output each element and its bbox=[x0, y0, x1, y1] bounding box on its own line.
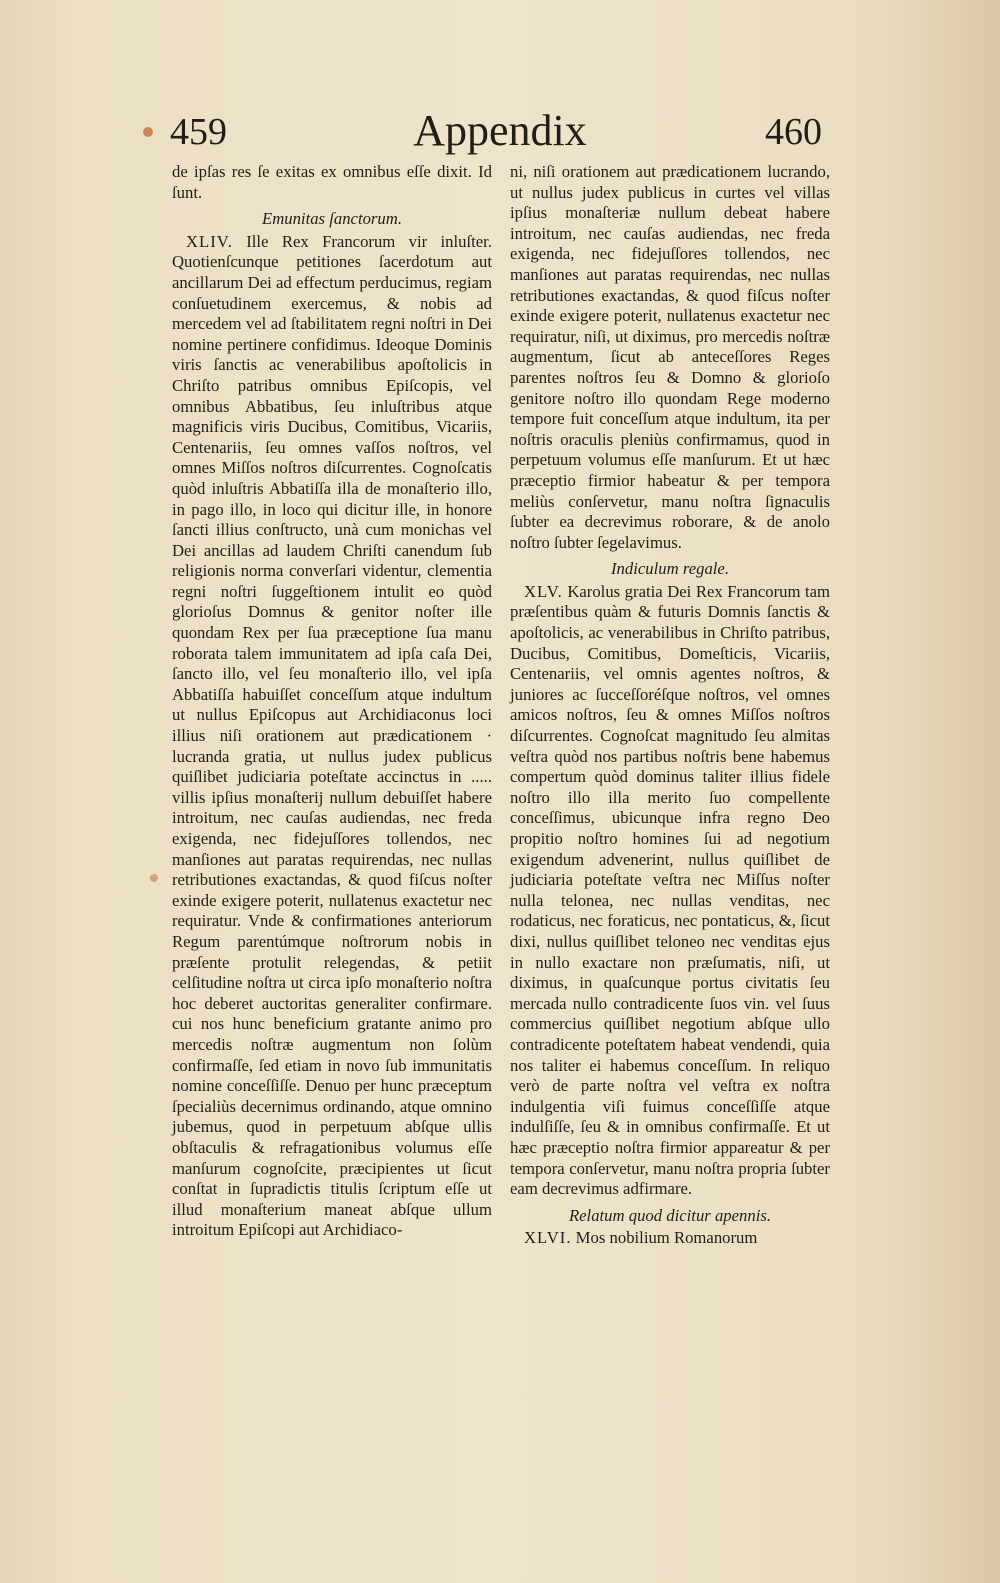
stain-mark bbox=[150, 874, 158, 882]
paragraph bbox=[510, 582, 830, 1200]
paragraph-text: Mos nobilium Romanorum bbox=[575, 1228, 758, 1248]
section-number: XLV. bbox=[524, 581, 563, 601]
section-heading: Indiculum regale. bbox=[610, 559, 730, 579]
right-column bbox=[510, 162, 830, 1249]
paragraph-text: Karolus gratia Dei Rex Francorum tam præſentibus quàm & futuris Domnis ſanctis & apoſtolicis, ac venerabilibus in Chriſto patribus, Ducibus, Comitibus, Domeſticis, Vicariis, Centenariis, vel omnis agentes noſtros, & juniores ac ſucceſſoréſque noſtros, vel omnes amicos noſtros, ſeu & omnes Miſſos noſtros diſcurrentes. Cognoſcat magnitudo ſeu almitas veſtra quòd nos partibus noſtris bene habemus compertum quòd dominus taliter illius fidele noſtro illo illa merito ſuo compellente conceſſimus, ubicunque infra regno Deo propitio noſtro homines ſui ad negotium exigendum advenerint, nullus quiſlibet de judiciaria poteſtate veſtra nec Miſſus noſter nulla telonea, nec nullas venditas, nec rodaticus, nec foraticus, nec pontaticus, &, ſicut dixi, nullus quiſlibet teloneo nec venditas ejus in nullo exactare non præſumatis, niſi, ut diximus, in quaſcunque portus civitatis ſeu mercada nullo contradicente ſuos vin. vel ſuus commercius quiſlibet negotium abſque ullo contradicente poteſtatem habeat vendendi, quia nos taliter ei habemus conceſſum. In reliquo verò de parte noſtra vel veſtra ex noſtra indulgentia viſi fuimus conceſſiſſe atque indulſiſſe, ſeu & in omnibus confirmaſſe. Et ut hæc præceptio noſtra firmior appareatur & per tempora conſervetur, manu noſtra propria ſubter eam decrevimus adfirmare. bbox=[510, 581, 830, 1199]
section-number: XLIV. bbox=[186, 231, 233, 251]
page-number-right: 460 bbox=[765, 111, 822, 153]
running-title: Appendix bbox=[413, 106, 587, 155]
section-number: XLVI. bbox=[524, 1228, 572, 1248]
page-number-left: 459 bbox=[170, 111, 227, 153]
paragraph-text: Ille Rex Francorum vir inluſter. Quotienſcunque petitiones ſacerdotum aut ancillarum Dei ad effectum perducimus, regiam conſuetudinem exercemus, & nobis ad mercedem vel ad ſtabilitatem regni noſtri in Dei nomine pertinere confidimus. Ideoque Dominis viris ſanctis ac venerabilibus apoſtolicis in Chriſto patribus omnibus Epiſcopis, vel omnibus Abbatibus, ſeu inluſtribus atque magnificis viris Ducibus, Comitibus, Vicariis, Centenariis, ſeu omnes vaſſos noſtros, vel omnes Miſſos noſtros diſcurrentes. Cognoſcatis quòd inluſtris Abbatiſſa illa de monaſterio illo, in pago illo, in loco qui dicitur ille, in honore ſancti illius conſtructo, unà cum monichas vel Dei ancillas ad laudem Chriſti canendum ſub religionis norma converſari videntur, clementia regni noſtri ſuggeſtionem intulit eo quòd glorioſus Domnus & genitor noſter ille quondam Rex per ſua præceptione ſua manu roborata talem immunitatem ad ipſa caſa Dei, ſancto illo, vel ſeu monaſterio illo, vel ipſa Abbatiſſa habuiſſet conceſſum atque indultum ut nullus Epiſcopus aut Archidiaconus loci illius niſi orationem aut prædicationem · lucranda gratia, ut nullus judex publicus quiſlibet judiciaria poteſtate accinctus in ..... villis ipſius monaſterij nullum debuiſſet habere introitum, nec cauſas audiendas, nec freda exigenda, nec fidejuſſores tollendos, nec manſiones aut paratas requirendas, nec nullas retributiones exactandas, & quod fiſcus noſter exinde exigere poterit, nullatenus exactetur nec requiratur. Vnde & confirmationes anteriorum Regum parentúmque noſtrorum nobis in præſente protulit relegendas, & petiit celſitudine noſtra ut circa ipſo monaſterio noſtra hoc deberet auctoritas generaliter confirmare. cui nos hunc beneficium gratante animo pro mercedis noſtræ augmentum non ſolùm confirmaſſe, ſed etiam in novo ſub immunitatis nomine conceſſiſſe. Denuo per hunc præceptum ſpecialiùs decernimus ordinando, atque omnino jubemus, quod in perpetuum abſque ullis obſtaculis & refragationibus volumus eſſe manſurum cognoſcite, præcipientes ut ſicut conſtat in ſupradictis titulis ſcriptum eſſe ut illud monaſterium maneat abſque ullum introitum Epiſcopi aut Archidiaco- bbox=[172, 231, 492, 1240]
paragraph: de ipſas res ſe exitas ex omnibus eſſe dixit. Id ſunt. bbox=[172, 162, 492, 202]
paragraph bbox=[172, 232, 492, 1241]
section-heading: Emunitas ſanctorum. bbox=[262, 209, 402, 229]
section-heading: Relatum quod dicitur apennis. bbox=[568, 1205, 772, 1225]
page-header bbox=[0, 108, 1000, 158]
paragraph bbox=[510, 1228, 830, 1249]
left-column bbox=[172, 162, 492, 1241]
paragraph: ni, niſi orationem aut prædicationem lucrando, ut nullus judex publicus in curtes vel villas ipſius monaſteriæ nullum debeat habere introitum, nec cauſas audiendas, nec freda exigenda, nec fidejuſſores tollendos, nec manſiones aut paratas requirendas, nec nullas retributiones exactandas, & quod fiſcus noſter exinde exigere poterit, nullatenus exactetur nec requiratur, niſi, ut diximus, pro mercedis noſtræ augmentum, ſicut ab anteceſſores Reges parentes noſtros ſeu & Domno & glorioſo genitore noſtro illo quondam Rege moderno tempore fuit conceſſum atque indultum, ita per noſtris oraculis pleniùs confirmamus, quod in perpetuum volumus eſſe manſurum. Et ut hæc præceptio firmior habeatur & per tempora meliùs conſervetur, manu noſtra ſignaculis ſubter ea decrevimus roborare, & de anolo noſtro ſubter ſegelavimus. bbox=[510, 162, 830, 552]
